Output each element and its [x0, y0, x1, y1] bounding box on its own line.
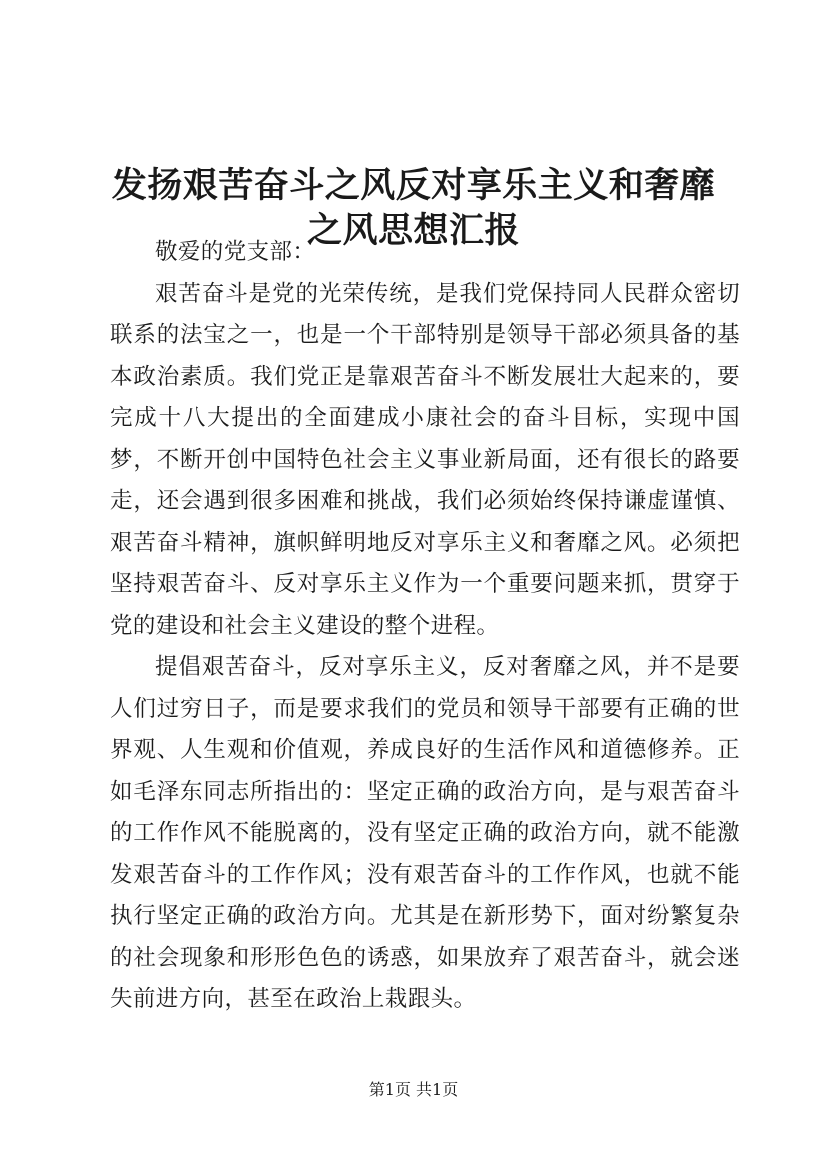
paragraph-2: 提倡艰苦奋斗，反对享乐主义，反对奢靡之风，并不是要人们过穷日子，而是要求我们的党员和领导干部要有正确的世界观、人生观和价值观，养成良好的生活作风和道德修养。正如毛泽东同志所指出的：坚定正确的政治方向，是与艰苦奋斗的工作作风不能脱离的，没有坚定正确的政治方向，就不能激发艰苦奋斗的工作作风；没有艰苦奋斗的工作作风，也就不能执行坚定正确的政治方向。尤其是在新形势下，面对纷繁复杂的社会现象和形形色色的诱惑，如果放弃了艰苦奋斗，就会迷失前进方向，甚至在政治上栽跟头。 — [110, 654, 740, 1012]
page-footer: 第1页 共1页 — [368, 1080, 459, 1099]
salutation: 敬爱的党支部： — [155, 239, 316, 265]
paragraph-1: 艰苦奋斗是党的光荣传统，是我们党保持同人民群众密切联系的法宝之一，也是一个干部特别是领导干部必须具备的基本政治素质。我们党正是靠艰苦奋斗不断发展壮大起来的，要完成十八大提出的全面建成小康社会的奋斗目标，实现中国梦，不断开创中国特色社会主义事业新局面，还有很长的路要走，还会遇到很多困难和挑战，我们必须始终保持谦虚谨慎、艰苦奋斗精神，旗帜鲜明地反对享乐主义和奢靡之风。必须把坚持艰苦奋斗、反对享乐主义作为一个重要问题来抓，贯穿于党的建设和社会主义建设的整个进程。 — [110, 280, 740, 639]
document-title: 发扬艰苦奋斗之风反对享乐主义和奢靡之风思想汇报 — [111, 165, 716, 252]
document-body — [110, 232, 740, 1021]
